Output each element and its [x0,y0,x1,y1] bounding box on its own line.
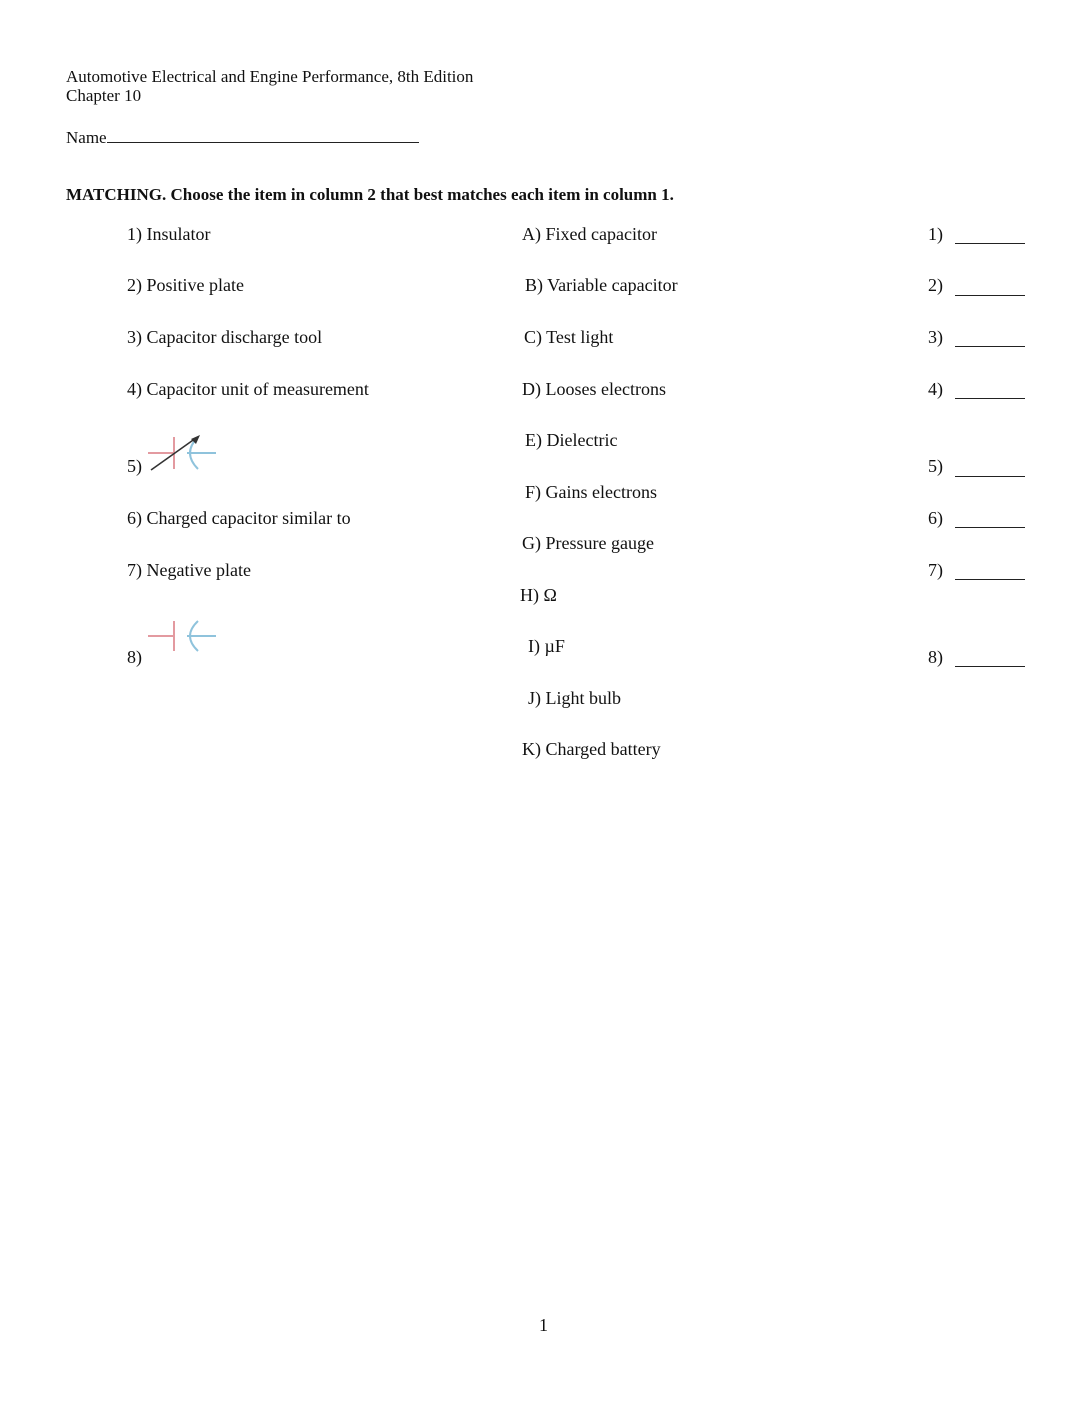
answer-number-6: 6) [928,508,943,528]
name-line[interactable] [107,126,419,143]
fixed-capacitor-symbol [146,618,218,654]
name-field[interactable] [66,126,419,148]
chapter-title: Chapter 10 [66,86,142,105]
column2-item-e: E) Dielectric [525,430,618,450]
column1-item-6: 6) Charged capacitor similar to [127,508,351,528]
answer-number-1: 1) [928,224,943,244]
column2-item-k: K) Charged battery [522,739,661,759]
answer-blank-2[interactable] [955,295,1025,296]
column2-item-c: C) Test light [524,327,614,347]
column1-item-8: 8) [127,647,142,667]
column2-item-h: H) Ω [520,585,557,605]
column2-item-f: F) Gains electrons [525,482,657,502]
column2-item-i: I) µF [528,636,565,656]
column2-item-a: A) Fixed capacitor [522,224,657,244]
answer-blank-6[interactable] [955,527,1025,528]
answer-number-8: 8) [928,647,943,667]
column1-item-1: 1) Insulator [127,224,211,244]
matching-instructions: MATCHING. Choose the item in column 2 that best matches each item in column 1. [66,185,674,204]
column1-item-4: 4) Capacitor unit of measurement [127,379,369,399]
answer-number-7: 7) [928,560,943,580]
answer-number-2: 2) [928,275,943,295]
column1-item-5: 5) [127,456,142,476]
column2-item-d: D) Looses electrons [522,379,666,399]
column2-item-g: G) Pressure gauge [522,533,654,553]
answer-number-3: 3) [928,327,943,347]
answer-number-5: 5) [928,456,943,476]
answer-blank-5[interactable] [955,476,1025,477]
book-title: Automotive Electrical and Engine Performance, 8th Edition [66,67,474,86]
column1-item-2: 2) Positive plate [127,275,244,295]
column1-item-3: 3) Capacitor discharge tool [127,327,323,347]
answer-blank-4[interactable] [955,398,1025,399]
name-label: Name [66,128,107,147]
answer-number-4: 4) [928,379,943,399]
answer-blank-1[interactable] [955,243,1025,244]
answer-blank-3[interactable] [955,346,1025,347]
answer-blank-8[interactable] [955,666,1025,667]
page-number: 1 [539,1315,548,1335]
variable-capacitor-symbol [146,432,218,474]
column2-item-b: B) Variable capacitor [525,275,678,295]
answer-blank-7[interactable] [955,579,1025,580]
column2-item-j: J) Light bulb [528,688,621,708]
column1-item-7: 7) Negative plate [127,560,251,580]
